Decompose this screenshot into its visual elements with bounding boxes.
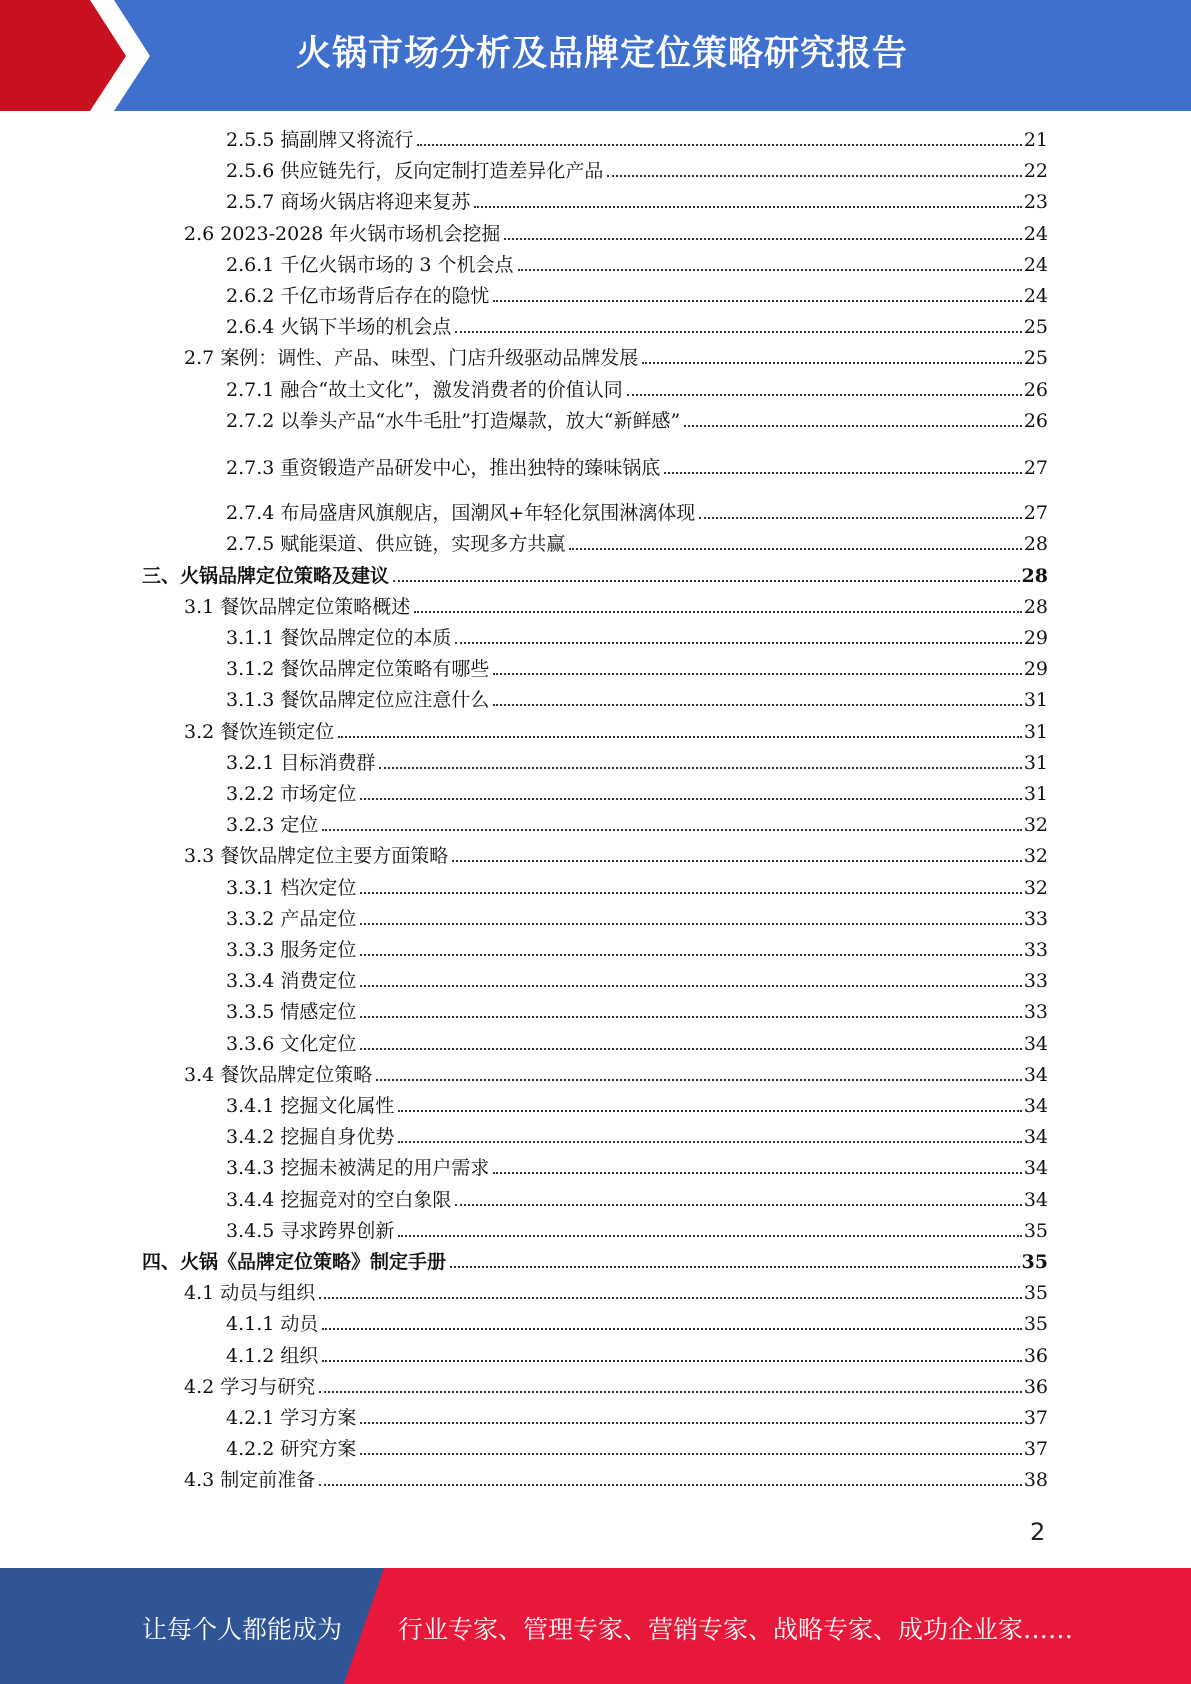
toc-entry-label: 3.3.1 档次定位 (226, 876, 357, 899)
toc-entry-page: 34 (1023, 1188, 1048, 1211)
toc-dot-leader (360, 985, 1021, 987)
toc-entry-page: 31 (1023, 751, 1048, 774)
toc-entry-label: 2.6.4 火锅下半场的机会点 (226, 316, 452, 339)
toc-dot-leader (398, 1110, 1021, 1112)
toc-entry-label: 3.4.2 挖掘自身优势 (226, 1126, 395, 1149)
toc-entry[interactable] (226, 938, 1048, 962)
header-title: 火锅市场分析及品牌定位策略研究报告 (296, 34, 909, 74)
toc-dot-leader (493, 300, 1021, 302)
toc-entry-label: 3.3.4 消费定位 (226, 970, 357, 993)
toc-entry-page: 24 (1023, 285, 1048, 307)
toc-entry-label: 3.4.4 挖掘竞对的空白象限 (226, 1188, 452, 1211)
toc-entry[interactable] (226, 751, 1048, 775)
toc-dot-leader (319, 1391, 1022, 1393)
toc-entry-label: 四、火锅《品牌定位策略》制定手册 (142, 1251, 447, 1273)
toc-entry-page: 29 (1023, 658, 1048, 681)
toc-entry-page: 31 (1023, 689, 1048, 712)
toc-entry-label: 2.5.7 商场火锅店将迎来复苏 (226, 191, 471, 214)
toc-entry-label: 2.7.2 以拳头产品“水牛毛肚”打造爆款，放大“新鲜感” (226, 409, 681, 432)
toc-dot-leader (393, 580, 1020, 582)
toc-entry-label: 3.1.1 餐饮品牌定位的本质 (226, 627, 452, 649)
toc-dot-leader (319, 1297, 1022, 1299)
toc-entry[interactable] (226, 876, 1048, 900)
toc-entry-page: 22 (1023, 160, 1048, 183)
toc-entry[interactable] (226, 128, 1048, 152)
toc-dot-leader (376, 1079, 1022, 1081)
toc-entry[interactable] (226, 532, 1048, 556)
toc-entry-page: 35 (1023, 1313, 1048, 1336)
page-number: 2 (1030, 1518, 1046, 1546)
toc-entry[interactable] (184, 1375, 1048, 1399)
toc-entry[interactable] (226, 688, 1048, 712)
toc-entry-label: 3.3.6 文化定位 (226, 1032, 357, 1055)
toc-entry[interactable] (226, 1032, 1048, 1056)
toc-entry-page: 34 (1023, 1032, 1048, 1055)
toc-entry-label: 2.5.6 供应链先行，反向定制打造差异化产品 (226, 160, 604, 183)
toc-entry-page: 35 (1023, 1282, 1048, 1305)
toc-dot-leader (518, 269, 1022, 271)
toc-entry[interactable] (226, 1312, 1048, 1336)
toc-dot-leader (664, 472, 1021, 474)
toc-entry-label: 3.2.2 市场定位 (226, 783, 357, 805)
toc-entry-label: 2.6.1 千亿火锅市场的 3 个机会点 (226, 253, 514, 276)
toc-dot-leader (452, 860, 1022, 862)
toc-dot-leader (569, 548, 1021, 550)
toc-entry-page: 27 (1023, 457, 1048, 479)
toc-entry-page: 26 (1023, 378, 1048, 401)
toc-entry[interactable] (226, 782, 1048, 806)
toc-entry[interactable] (226, 626, 1048, 650)
toc-entry-page: 28 (1021, 564, 1048, 587)
toc-entry-page: 26 (1023, 409, 1048, 432)
toc-entry[interactable] (184, 222, 1048, 246)
footer-slogan: 让每个人都能成为 (142, 1615, 343, 1644)
toc-entry-page: 37 (1023, 1407, 1048, 1429)
toc-entry-label: 2.5.5 搞副牌又将流行 (226, 129, 414, 151)
footer-roles: 行业专家、管理专家、营销专家、战略专家、成功企业家…… (398, 1615, 1074, 1644)
toc-entry-label: 3.2 餐饮连锁定位 (184, 720, 335, 743)
toc-entry-page: 35 (1023, 1219, 1048, 1242)
toc-entry-page: 38 (1023, 1469, 1048, 1492)
toc-dot-leader (379, 767, 1021, 769)
toc-entry-page: 32 (1023, 845, 1048, 868)
toc-dot-leader (450, 1266, 1020, 1268)
toc-dot-leader (360, 1048, 1021, 1050)
toc-entry[interactable] (226, 501, 1048, 525)
toc-entry-page: 34 (1023, 1157, 1048, 1180)
toc-dot-leader (414, 611, 1022, 613)
toc-entry-page: 25 (1023, 316, 1048, 339)
toc-dot-leader (607, 175, 1021, 177)
toc-entry[interactable] (226, 456, 1048, 480)
toc-entry-page: 31 (1023, 720, 1048, 743)
toc-entry-page: 29 (1023, 627, 1048, 649)
toc-entry[interactable] (226, 969, 1048, 993)
toc-entry-page: 33 (1023, 939, 1048, 961)
toc-entry[interactable] (226, 907, 1048, 931)
toc-entry-page: 34 (1023, 1063, 1048, 1086)
toc-entry-page: 33 (1023, 1001, 1048, 1024)
toc-entry[interactable] (226, 253, 1048, 277)
toc-dot-leader (474, 206, 1021, 208)
toc-entry[interactable] (184, 1468, 1048, 1492)
toc-entry[interactable] (226, 284, 1048, 308)
toc-entry-label: 三、火锅品牌定位策略及建议 (142, 564, 390, 587)
toc-entry-page: 21 (1023, 129, 1048, 151)
toc-entry[interactable] (226, 1156, 1048, 1180)
toc-dot-leader (455, 1204, 1021, 1206)
toc-dot-leader (398, 1235, 1021, 1237)
toc-entry[interactable] (184, 1281, 1048, 1305)
toc-dot-leader (322, 1328, 1021, 1330)
toc-entry[interactable] (226, 1344, 1048, 1368)
toc-entry[interactable] (226, 409, 1048, 433)
toc-entry[interactable] (226, 1406, 1048, 1430)
toc-entry[interactable] (226, 1000, 1048, 1024)
toc-dot-leader (455, 331, 1021, 333)
toc-entry-page: 28 (1023, 595, 1048, 618)
toc-entry-label: 2.7.5 赋能渠道、供应链，实现多方共赢 (226, 533, 566, 556)
toc-dot-leader (360, 798, 1021, 800)
toc-entry[interactable] (226, 1188, 1048, 1212)
toc-dot-leader (360, 892, 1021, 894)
toc-entry-label: 3.1.2 餐饮品牌定位策略有哪些 (226, 658, 490, 681)
toc-dot-leader (360, 1422, 1021, 1424)
toc-entry[interactable] (184, 720, 1048, 744)
toc-entry-page: 32 (1023, 814, 1048, 837)
toc-dot-leader (398, 1141, 1021, 1143)
toc-entry[interactable] (226, 1219, 1048, 1243)
toc-entry[interactable] (226, 315, 1048, 339)
toc-dot-leader (493, 1172, 1021, 1174)
toc-dot-leader (504, 238, 1021, 240)
toc-entry-label: 4.1.1 动员 (226, 1313, 319, 1336)
toc-dot-leader (360, 923, 1021, 925)
toc-entry-label: 4.2.1 学习方案 (226, 1407, 357, 1429)
toc-dot-leader (360, 1016, 1021, 1018)
toc-entry-label: 3.4 餐饮品牌定位策略 (184, 1063, 373, 1086)
toc-dot-leader (493, 704, 1021, 706)
toc-entry[interactable] (226, 657, 1048, 681)
toc-entry-label: 4.1.2 组织 (226, 1344, 319, 1367)
toc-entry-page: 28 (1023, 533, 1048, 556)
toc-entry-page: 34 (1023, 1126, 1048, 1149)
toc-dot-leader (322, 1360, 1021, 1362)
toc-entry[interactable] (184, 346, 1048, 370)
toc-entry-page: 27 (1023, 502, 1048, 525)
toc-entry-label: 4.1 动员与组织 (184, 1282, 316, 1305)
toc-entry-page: 23 (1023, 191, 1048, 214)
toc-entry-page: 36 (1023, 1375, 1048, 1398)
toc-entry-label: 2.7.4 布局盛唐风旗舰店，国潮风+年轻化氛围淋漓体现 (226, 502, 696, 525)
toc-dot-leader (338, 736, 1022, 738)
toc-dot-leader (684, 425, 1022, 427)
toc-entry-label: 3.1 餐饮品牌定位策略概述 (184, 595, 411, 618)
toc-entry-label: 2.7.3 重资锻造产品研发中心，推出独特的臻味锅底 (226, 457, 661, 479)
toc-dot-leader (417, 144, 1021, 146)
toc-entry[interactable] (142, 1250, 1048, 1274)
toc-entry-label: 4.2 学习与研究 (184, 1375, 316, 1398)
toc-dot-leader (455, 642, 1021, 644)
toc-dot-leader (319, 1484, 1022, 1486)
page-header (0, 0, 1191, 111)
toc-entry-label: 4.3 制定前准备 (184, 1469, 316, 1492)
toc-entry[interactable] (226, 1125, 1048, 1149)
toc-entry-label: 3.4.5 寻求跨界创新 (226, 1219, 395, 1242)
toc-entry-page: 35 (1021, 1251, 1048, 1273)
page-footer (0, 1568, 1191, 1684)
toc-dot-leader (642, 362, 1022, 364)
toc-entry-label: 3.1.3 餐饮品牌定位应注意什么 (226, 689, 490, 712)
toc-entry-label: 3.4.1 挖掘文化属性 (226, 1095, 395, 1117)
toc-entry-page: 33 (1023, 970, 1048, 993)
toc-entry-page: 37 (1023, 1438, 1048, 1461)
toc-entry[interactable] (184, 595, 1048, 619)
toc-entry[interactable] (184, 844, 1048, 868)
toc-entry-label: 2.7.1 融合“故土文化”，激发消费者的价值认同 (226, 378, 623, 401)
toc-entry-page: 24 (1023, 253, 1048, 276)
toc-entry-label: 3.3.2 产品定位 (226, 907, 357, 930)
toc-entry[interactable] (226, 190, 1048, 214)
toc-entry-label: 2.7 案例：调性、产品、味型、门店升级驱动品牌发展 (184, 347, 639, 370)
toc-dot-leader (699, 517, 1022, 519)
toc-entry-page: 25 (1023, 347, 1048, 370)
toc-entry-label: 2.6 2023-2028 年火锅市场机会挖掘 (184, 222, 501, 245)
toc-entry-page: 36 (1023, 1344, 1048, 1367)
toc-dot-leader (627, 394, 1022, 396)
toc-entry-page: 31 (1023, 783, 1048, 805)
toc-entry-label: 3.3.5 情感定位 (226, 1001, 357, 1024)
toc-entry[interactable] (184, 1063, 1048, 1087)
toc-entry-label: 2.6.2 千亿市场背后存在的隐忧 (226, 285, 490, 307)
toc-dot-leader (360, 954, 1021, 956)
toc-entry-label: 4.2.2 研究方案 (226, 1438, 357, 1461)
toc-entry-page: 33 (1023, 907, 1048, 930)
toc-entry-page: 32 (1023, 876, 1048, 899)
toc-entry-label: 3.3.3 服务定位 (226, 939, 357, 961)
toc-entry-label: 3.4.3 挖掘未被满足的用户需求 (226, 1157, 490, 1180)
toc-entry-label: 3.2.1 目标消费群 (226, 751, 376, 774)
toc-entry-page: 34 (1023, 1095, 1048, 1117)
toc-entry[interactable] (226, 1437, 1048, 1461)
toc-entry-page: 24 (1023, 222, 1048, 245)
toc-dot-leader (322, 829, 1021, 831)
toc-entry[interactable] (226, 1094, 1048, 1118)
toc-entry-label: 3.3 餐饮品牌定位主要方面策略 (184, 845, 449, 868)
toc-entry-label: 3.2.3 定位 (226, 814, 319, 837)
toc-entry[interactable] (226, 378, 1048, 402)
toc-dot-leader (493, 673, 1021, 675)
toc-dot-leader (360, 1453, 1021, 1455)
toc-entry[interactable] (142, 564, 1048, 588)
toc-entry[interactable] (226, 813, 1048, 837)
toc-entry[interactable] (226, 159, 1048, 183)
